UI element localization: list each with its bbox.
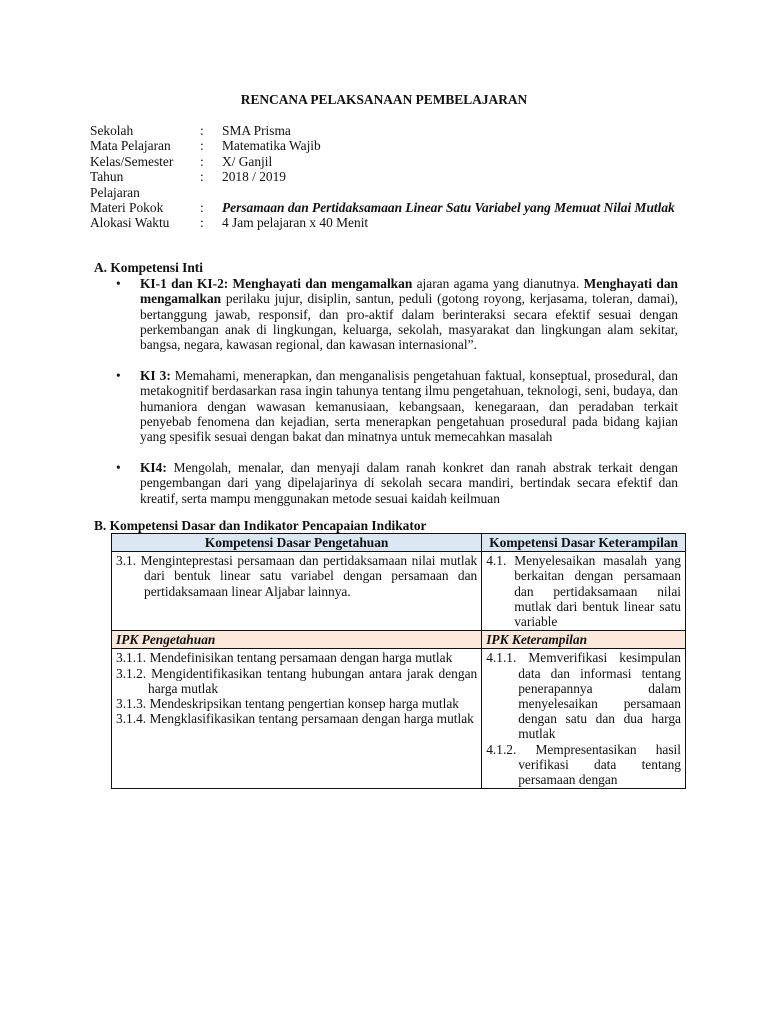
table-ipk-header-row — [112, 631, 686, 649]
info-value — [222, 185, 680, 200]
ki12-bold2: Menghayati dan mengamalkan — [140, 276, 678, 307]
info-sep: : — [200, 138, 204, 154]
info-value: X/ Ganjil — [222, 153, 273, 169]
ki12-text2: perilaku jujur, disiplin, santun, peduli (gotong royong, kerjasama, toleran, damai), bertanggung jawab, responsif, dan pro-aktif dalam berinteraksi secara efektif sesuai dengan perkembangan anak di lingkungan, keluarga, sekolah, masyarakat dan lingkungan alam sekitar, bangsa, negara, kawasan regional, dan kawasan internasional”. — [140, 291, 678, 353]
info-row-mata-pelajaran — [90, 138, 680, 153]
info-value: SMA Prisma — [222, 123, 291, 138]
info-key: Materi Pokok — [90, 200, 164, 216]
table-header-row — [112, 534, 686, 552]
info-value: Persamaan dan Pertidaksamaan Linear Satu Variabel yang Memuat Nilai Mutlak — [222, 200, 675, 216]
info-row-alokasi-waktu — [90, 215, 680, 230]
info-sep: : — [200, 169, 204, 185]
bullet-icon: • — [116, 276, 121, 291]
section-b-heading: B. Kompetensi Dasar dan Indikator Pencapaian Indikator — [94, 518, 427, 533]
ki3-paragraph — [116, 368, 678, 445]
kd-keterampilan-cell — [482, 552, 686, 631]
ki4-label: KI4: — [140, 460, 167, 475]
ki12-text1: ajaran agama yang dianutnya. — [412, 276, 584, 291]
section-a-heading: A. Kompetensi Inti — [94, 260, 203, 275]
ipk-item: 4.1.2. Mempresentasikan hasil verifikasi data tentang persamaan dengan — [486, 741, 681, 788]
info-row-tahun — [90, 169, 680, 184]
bullet-icon: • — [116, 460, 121, 475]
bullet-icon: • — [116, 368, 121, 383]
info-sep: : — [200, 200, 204, 216]
ki3-text: Memahami, menerapkan, dan menganalisis pengetahuan faktual, konseptual, prosedural, dan metakognitif berdasarkan rasa ingin tahunya tentang ilmu pengetahuan, teknologi, seni, budaya, dan humaniora dengan wawasan kemanusiaan, kebangsaan, kenegaraan, dan peradaban terkait penyebab fenomena dan kejadian, serta menerapkan pengetahuan prosedural pada bidang kajian yang spesifik sesuai dengan bakat dan minatnya untuk memecahkan masalah — [140, 368, 678, 445]
kd-4-1: 4.1. Menyelesaikan masalah yang berkaitan dengan persamaan dan pertidaksamaan nilai mutlak dari bentuk linear satu variable — [486, 553, 681, 630]
ipk-pengetahuan-cell — [112, 649, 482, 789]
document-title: RENCANA PELAKSANAAN PEMBELAJARAN — [240, 92, 528, 107]
info-block — [90, 123, 680, 231]
info-row-kelas-semester — [90, 154, 680, 169]
kd-3-1: 3.1. Menginteprestasi persamaan dan pertidaksamaan nilai mutlak dari bentuk linear satu variabel dengan persamaan dan pertidaksamaan linear Aljabar lainnya. — [116, 553, 478, 599]
table-row-kd — [112, 552, 686, 631]
table-row-ipk — [112, 649, 686, 789]
ipk-keterampilan-header: IPK Keterampilan — [482, 631, 686, 649]
ipk-item: 3.1.4. Mengklasifikasikan tentang persamaan dengan harga mutlak — [116, 711, 474, 727]
kd-pengetahuan-cell — [112, 552, 482, 631]
ipk-item: 3.1.1. Mendefinisikan tentang persamaan dengan harga mutlak — [116, 650, 453, 666]
ki3-label: KI 3: — [140, 368, 171, 383]
info-value: 4 Jam pelajaran x 40 Menit — [222, 215, 369, 231]
info-row-sekolah — [90, 123, 680, 138]
ki12-label: KI-1 dan KI-2: Menghayati dan mengamalkan — [140, 276, 413, 291]
info-row-pelajaran — [90, 185, 680, 200]
ipk-pengetahuan-header: IPK Pengetahuan — [112, 631, 482, 649]
ki12-paragraph — [116, 276, 678, 353]
info-key: Pelajaran — [90, 184, 140, 200]
ki4-text: Mengolah, menalar, dan menyaji dalam ranah konkret dan ranah abstrak terkait dengan pengembangan dari yang dipelajarinya di sekolah secara mandiri, bertindak secara efektif dan kreatif, serta mampu menggunakan metode sesuai kaidah keilmuan — [140, 460, 678, 506]
ipk-keterampilan-cell — [482, 649, 686, 789]
info-key: Kelas/Semester — [90, 153, 174, 169]
info-value: 2018 / 2019 — [222, 169, 286, 185]
info-key: Mata Pelajaran — [90, 138, 171, 154]
kd-table — [111, 533, 686, 789]
info-key: Alokasi Waktu — [90, 215, 170, 231]
header-kd-keterampilan: Kompetensi Dasar Keterampilan — [482, 534, 686, 552]
info-sep: : — [200, 153, 204, 169]
info-sep — [200, 185, 222, 200]
info-sep: : — [200, 123, 204, 138]
info-key: Tahun — [90, 169, 124, 185]
ipk-item: 3.1.2. Mengidentifikasikan tentang hubungan antara jarak dengan harga mutlak — [116, 665, 478, 696]
info-key: Sekolah — [90, 123, 134, 138]
header-kd-pengetahuan: Kompetensi Dasar Pengetahuan — [112, 534, 482, 552]
info-row-materi-pokok — [90, 200, 680, 215]
ipk-item: 4.1.1. Memverifikasi kesimpulan data dan informasi tentang penerapannya dalam menyelesaikan persamaan dengan satu dan dua harga mutlak — [486, 650, 681, 742]
info-sep: : — [200, 215, 204, 231]
ipk-item: 3.1.3. Mendeskripsikan tentang pengertian konsep harga mutlak — [116, 696, 459, 712]
ki4-paragraph — [116, 460, 678, 506]
info-value: Matematika Wajib — [222, 138, 321, 154]
